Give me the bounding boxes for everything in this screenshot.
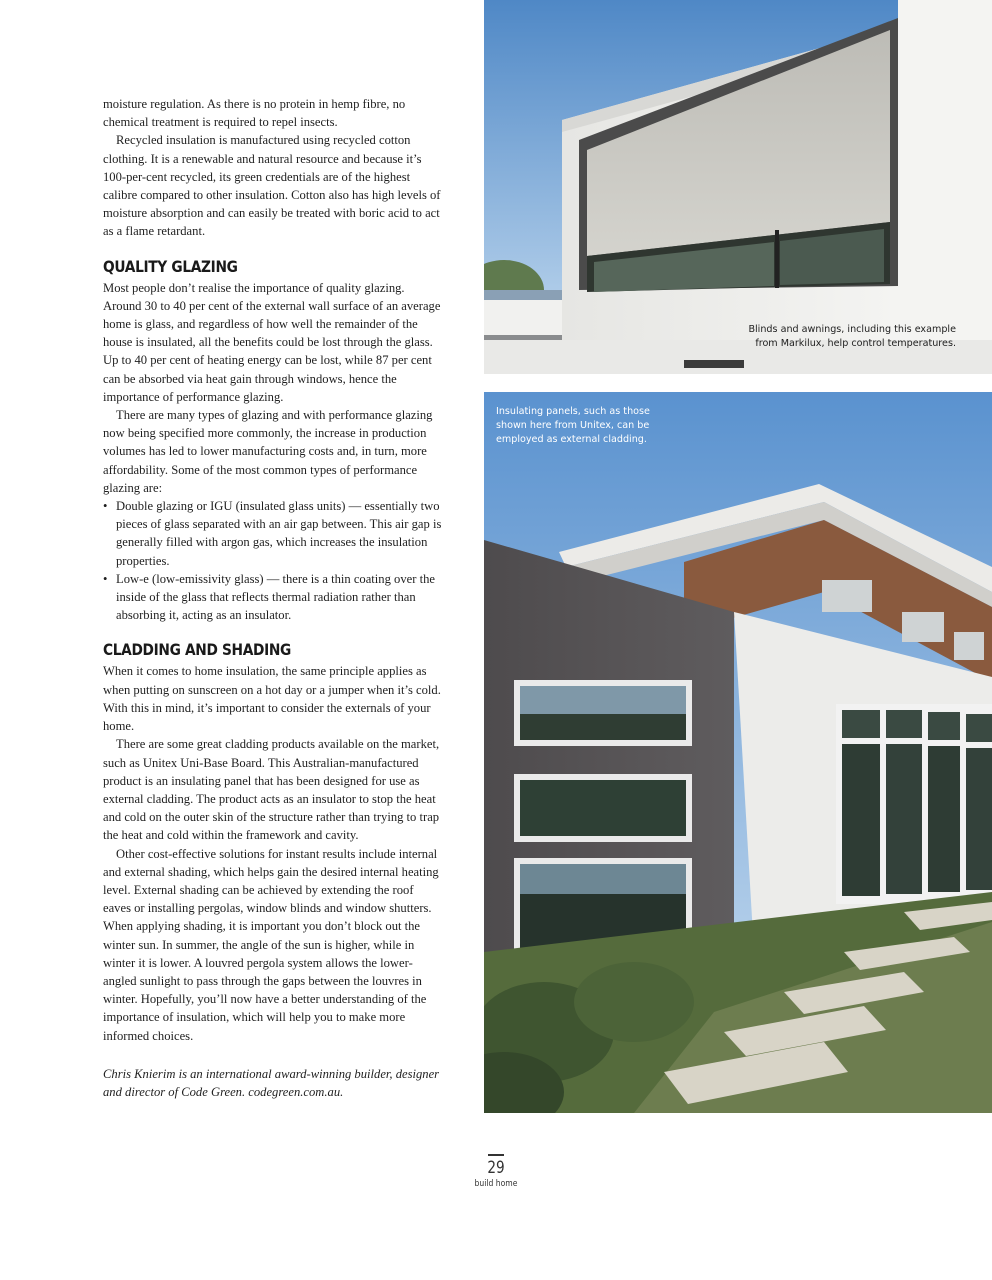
photo-unitex-illustration [484,392,992,1113]
cladding-paragraph-3: Other cost-effective solutions for instant results include internal and external shading, which helps gain the desired internal heating level. External shading can be achieved by extending the roof eaves or installing pergolas, window blinds and window shutters. When applying shading, it is important you don’t block out the winter sun. In summer, the angle of the sun is higher, while in winter it is lower. A louvred pergola system allows the lower-angled sunlight to pass through the gaps between the louvres in winter. Hopefully, you’ll now have a better understanding of the importance of insulation, which will help you to make more informed choices. [103,846,439,1043]
cladding-paragraph-1: When it comes to home insulation, the same principle applies as when putting on sunscreen on a hot day or a jumper when it’s cold. With this in mind, it’s important to consider the externals of your home. [103,664,441,734]
article-column [103,95,443,1101]
caption-top-photo: Blinds and awnings, including this example from Markilux, help control temperatures. [748,324,956,349]
folio-rule [488,1154,504,1156]
page-folio [462,1154,530,1190]
list-item: • Low-e (low-emissivity glass) — there is a thin coating over the inside of the glass that reflects thermal radiation rather than absorbing it, acting as an insulator. [103,570,443,625]
list-item: • Double glazing or IGU (insulated glass units) — essentially two pieces of glass separated with an air gap between. This air gap is generally filled with argon gas, which increases the insulation properties. [103,497,443,570]
heading-quality-glazing: QUALITY GLAZING [103,256,238,276]
glazing-paragraph-1: Most people don’t realise the importance of quality glazing. Around 30 to 40 per cent of the external wall surface of an average home is glass, and regardless of how well the remainder of the house is insulated, all the benefits could be lost through the glass. Up to 40 per cent of heating energy can be lost, while 87 per cent can be absorbed via heat gain through windows, hence the importance of performance glazing. [103,280,441,404]
magazine-name: build home [474,1179,518,1189]
page-number: 29 [487,1158,505,1178]
photo-unitex-house [484,392,992,1113]
heading-cladding-and-shading: CLADDING AND SHADING [103,640,292,660]
intro-paragraph-1: moisture regulation. As there is no protein in hemp fibre, no chemical treatment is required to repel insects. [103,97,406,130]
author-byline: Chris Knierim is an international award-winning builder, designer and director of Code Green. codegreen.com.au. [103,1066,440,1099]
caption-bottom-photo: Insulating panels, such as those shown here from Unitex, can be employed as external cladding. [496,406,650,445]
glazing-types-list [103,497,443,624]
glazing-paragraph-2: There are many types of glazing and with performance glazing now being specified more commonly, the increase in production volumes has led to lower manufacturing costs and, in turn, more affordability. Some of the most common types of performance glazing are: [103,408,433,495]
cladding-paragraph-2: There are some great cladding products available on the market, such as Unitex Uni-Base Board. This Australian-manufactured product is an insulating panel that has been designed for use as external cladding. The product acts as an insulator to stop the heat and cold on the outer skin of the structure rather than trying to trap the heat and cold within the framework and cavity. [103,737,440,843]
intro-paragraph-2: Recycled insulation is manufactured using recycled cotton clothing. It is a renewable and natural resource and because it’s 100-per-cent recycled, its green credentials are of the highest calibre compared to other insulation. Cotton also has high levels of moisture absorption and can easily be treated with boric acid to act as a flame retardant. [103,133,441,239]
photo-markilux-blind [484,0,992,374]
photo-markilux-illustration [484,0,992,374]
